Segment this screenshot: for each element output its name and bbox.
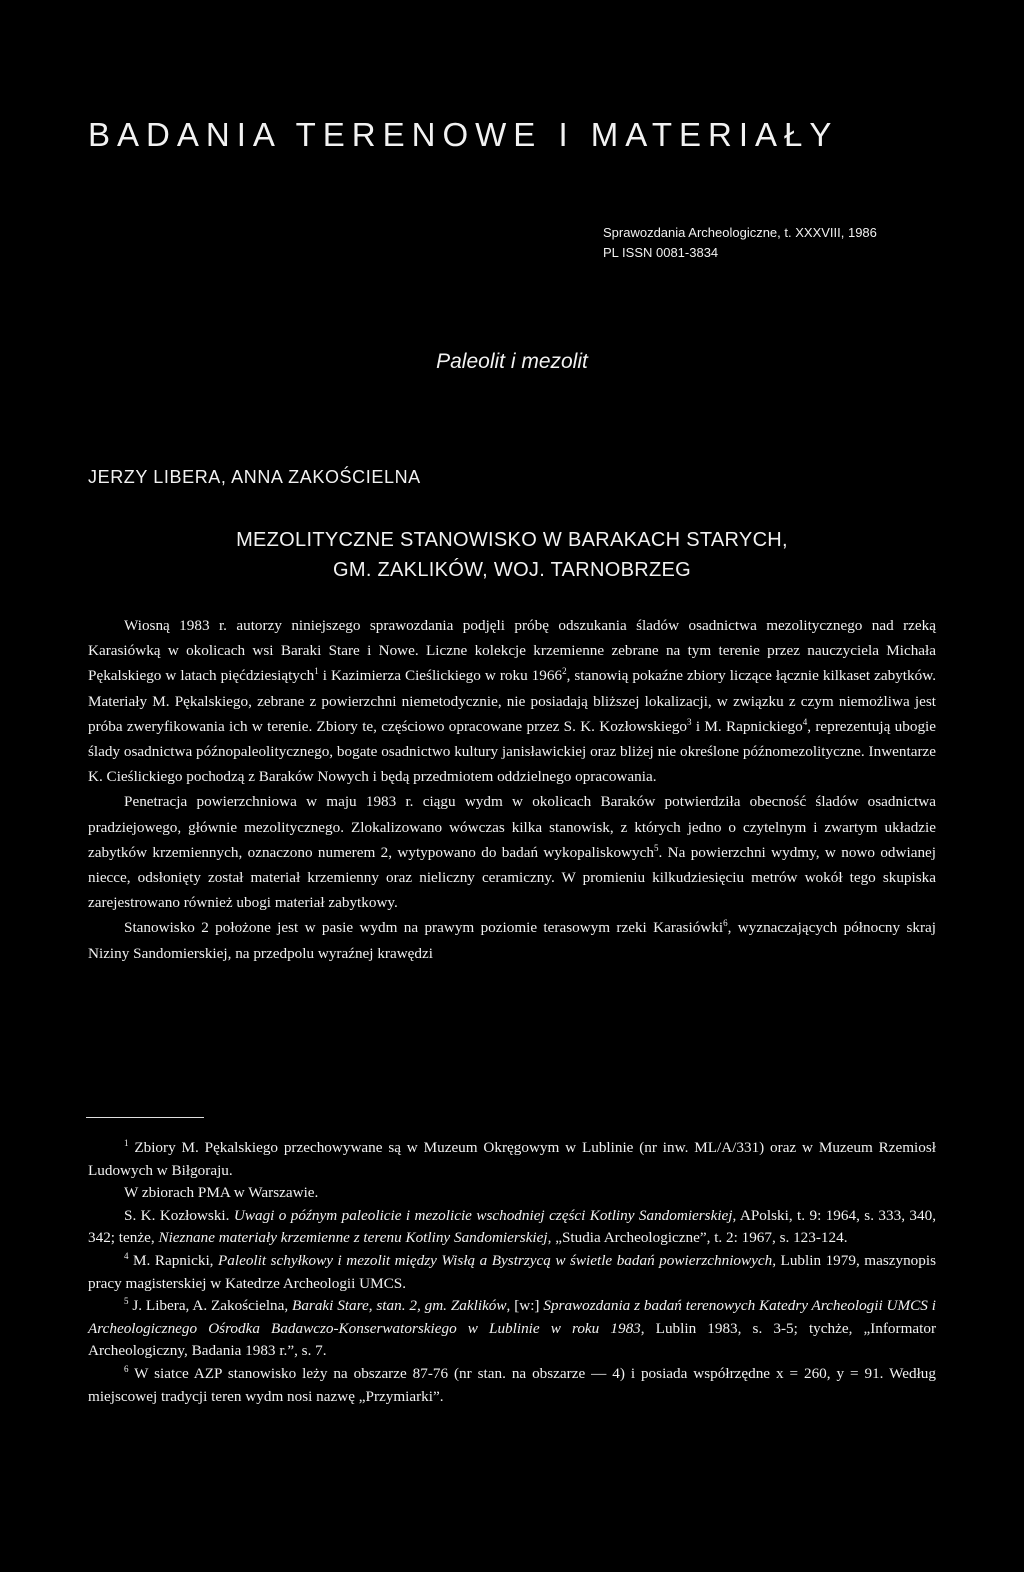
footnote-ref-6: 6	[723, 918, 728, 929]
footnote-text: , Lublin 1983, s. 3-5; tychże, „Informator Archeologiczny, Badania 1983 r.”, s. 7.	[88, 1319, 937, 1360]
article-title-line-2: GM. ZAKLIKÓW, WOJ. TARNOBRZEG	[333, 559, 691, 581]
publication-info	[603, 223, 877, 263]
body-text-span: Stanowisko 2 położone jest w pasie wydm na prawym poziomie terasowym rzeki Karasiówki	[124, 919, 724, 937]
body-text-span: . Na powierzchni wydmy, w nowo odwianej niecce, odsłonięty został materiał krzemienny oraz nieliczny ceramiczny. W promieniu kilkudziesięciu metrów wokół tego skupiska zarejestrowano również ubogi materiał zabytkowy.	[88, 843, 937, 912]
footnote-title: Sprawozdania z badań terenowych Katedry Archeologii UMCS i Archeologicznego Ośrodka Badawczo-Konserwatorskiego w Lublinie w roku 1983	[88, 1297, 936, 1337]
footnote-title: Nieznane materiały krzemienne z terenu Kotliny Sandomierskiej	[158, 1229, 548, 1247]
footnote-ref-4: 4	[802, 716, 808, 727]
body-text-span: Penetracja powierzchniowa w maju 1983 r. ciągu wydm w okolicach Baraków potwierdziła obecność śladów osadnictwa pradziejowego, głównie mezolitycznego. Zlokalizowano wówczas kilka stanowisk, z których jedno o czytelnym i zwartym układzie zabytków krzemiennych, oznaczono numerem 2, wytypowano do badań wykopaliskowych	[88, 793, 936, 861]
article-title	[0, 525, 1024, 585]
body-text-span: Wiosną 1983 r. autorzy niniejszego sprawozdania podjęli próbę odszukania śladów osadnictwa mezolitycznego nad rzeką Karasiówką w okolicach wsi Baraki Stare i Nowe. Liczne kolekcje krzemienne zebrane na tym terenie przez nauczyciela Michała Pękalskiego w latach pięćdziesiątych	[88, 617, 936, 685]
body-text-span: i Kazimierza Cieślickiego w roku 1966	[318, 667, 563, 685]
article-authors: JERZY LIBERA, ANNA ZAKOŚCIELNA	[88, 467, 421, 487]
footnote-text: , „Studia Archeologiczne”, t. 2: 1967, s. 123-124.	[547, 1229, 848, 1247]
footnote-text: , Lublin 1979, maszynopis pracy magisterskiej w Katedrze Archeologii UMCS.	[88, 1251, 936, 1292]
footnote-ref-5: 5	[653, 842, 659, 853]
body-text-span: , stanowią pokaźne zbiory liczące łącznie kilkaset zabytków. Materiały M. Pękalskiego, zebrane z powierzchni niemetodycznie, nie posiadają bliższej lokalizacji, w związku z czym niemożliwa jest próba zweryfikowania ich w terenie. Zbiory te, częściowo opracowane przez S. K. Kozłowskiego	[88, 667, 936, 735]
footnote-ref-3: 3	[687, 716, 692, 727]
footnote-divider	[86, 1117, 204, 1118]
section-subtitle: Paleolit i mezolit	[436, 350, 588, 373]
footnote-title: Baraki Stare, stan. 2, gm. Zaklików	[292, 1297, 507, 1315]
footnote-2	[88, 1182, 936, 1205]
section-title: BADANIA TERENOWE I MATERIAŁY	[88, 116, 839, 153]
article-body	[88, 613, 936, 966]
body-paragraph-3	[88, 915, 936, 965]
footnote-number: 1	[124, 1137, 129, 1148]
footnote-5	[88, 1295, 936, 1363]
footnotes	[88, 1137, 936, 1408]
body-text-span: , wyznaczających północny skraj Niziny Sandomierskiej, na przedpolu wyraźnej krawędzi	[88, 919, 936, 962]
footnote-author: M. Rapnicki,	[128, 1251, 218, 1269]
footnote-6	[88, 1363, 936, 1408]
journal-line: Sprawozdania Archeologiczne, t. XXXVIII, 1986	[603, 225, 877, 240]
footnote-title: Uwagi o późnym paleolicie i mezolicie wschodniej części Kotliny Sandomierskiej	[233, 1206, 733, 1224]
footnote-number: 4	[124, 1250, 129, 1261]
footnote-title: Paleolit schyłkowy i mezolit między Wisłą a Bystrzycą w świetle badań powierzchniowych	[218, 1251, 773, 1269]
footnote-author: J. Libera, A. Zakościelna,	[128, 1297, 293, 1315]
footnote-text: , [w:]	[506, 1297, 544, 1315]
footnote-number: 5	[124, 1296, 129, 1307]
footnote-number: 6	[124, 1363, 129, 1374]
footnote-author: S. K. Kozłowski	[124, 1206, 226, 1224]
footnote-ref-2: 2	[562, 666, 567, 677]
article-title-line-1: MEZOLITYCZNE STANOWISKO W BARAKACH STARYCH,	[236, 529, 788, 551]
footnote-4	[88, 1250, 936, 1295]
footnote-text: W siatce AZP stanowisko leży na obszarze 87-76 (nr stan. na obszarze — 4) i posiada współrzędne x = 260, y = 91. Według miejscowej tradycji teren wydm nosi nazwę „Przymiarki”.	[88, 1364, 936, 1405]
body-paragraph-2	[88, 789, 936, 915]
body-text-span: i M. Rapnickiego	[691, 717, 803, 735]
footnote-3: S. K. Kozłowski. Uwagi o późnym paleolicie i mezolicie wschodniej części Kotliny Sandomierskiej, APolski, t. 9: 1964, s. 333, 340, 342; tenże, Nieznane materiały krzemienne z terenu Kotliny Sandomierskiej, „Studia Archeologiczne”, t. 2: 1967, s. 123-124.	[88, 1206, 936, 1247]
footnote-1	[88, 1137, 936, 1182]
footnote-text: Zbiory M. Pękalskiego przechowywane są w Muzeum Okręgowym w Lublinie (nr inw. ML/A/331) oraz w Muzeum Rzemiosł Ludowych w Biłgoraju.	[88, 1139, 936, 1179]
body-text-span: , reprezentują ubogie ślady osadnictwa późnopaleolitycznego, bogate osadnictwo kultury janisławickiej oraz bliżej nie określone późnomezolityczne. Inwentarze K. Cieślickiego pochodzą z Baraków Nowych i będą przedmiotem oddzielnego opracowania.	[88, 717, 936, 786]
footnote-ref-1: 1	[314, 666, 319, 677]
issn-line: PL ISSN 0081-3834	[603, 245, 719, 260]
footnote-text: W zbiorach PMA w Warszawie.	[124, 1184, 319, 1202]
body-paragraph-1	[88, 613, 936, 789]
footnote-text: , APolski, t. 9: 1964, s. 333, 340, 342; tenże,	[88, 1206, 936, 1247]
